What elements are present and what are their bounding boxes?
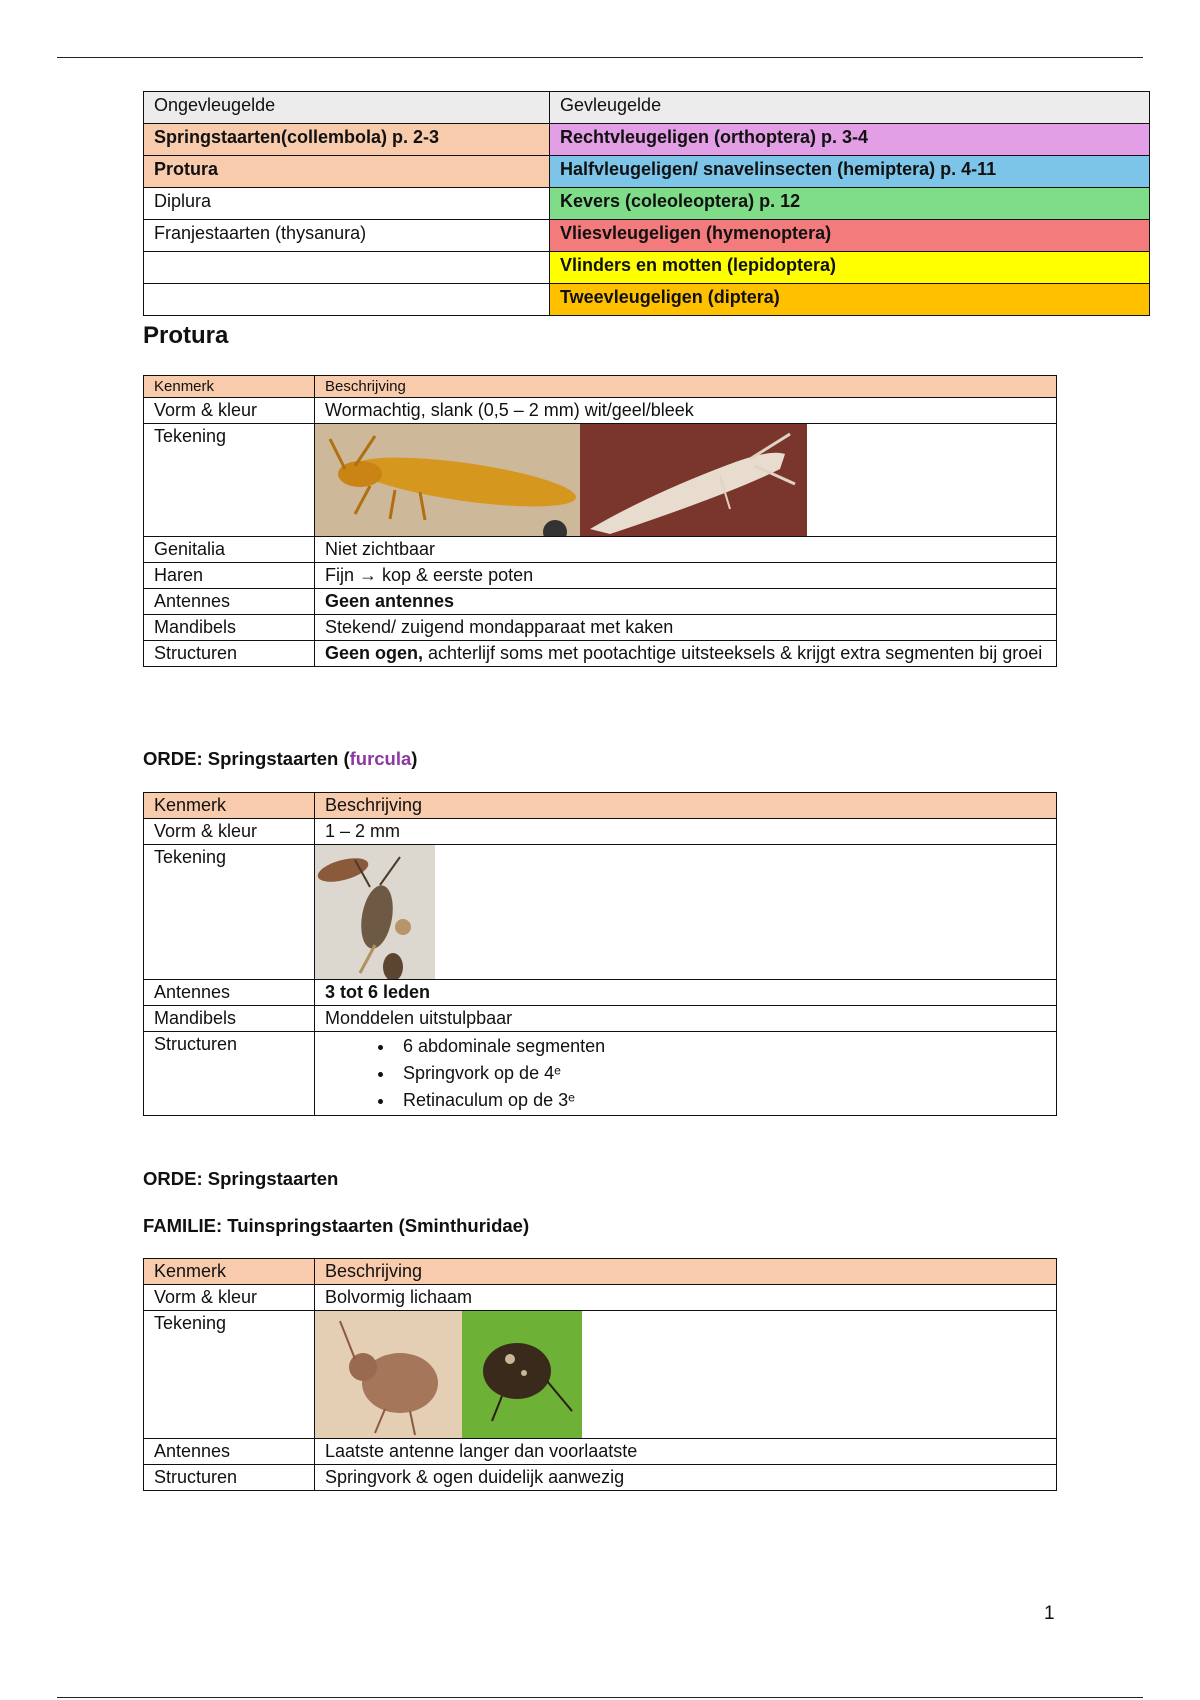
table-row xyxy=(144,615,1057,641)
overview-row xyxy=(144,188,1150,220)
overview-cell-empty xyxy=(144,252,550,284)
springstaarten-heading xyxy=(143,748,417,770)
orde-heading: ORDE: Springstaarten xyxy=(143,1168,339,1189)
heading-prefix: ORDE: Springstaarten ( xyxy=(143,748,350,769)
row-value: Laatste antenne langer dan voorlaatste xyxy=(315,1439,1057,1465)
header-beschrijving: Beschrijving xyxy=(315,376,1057,398)
row-value: Fijn → kop & eerste poten xyxy=(315,563,1057,589)
list-item: • 6 abdominale segmenten xyxy=(395,1033,1046,1060)
springstaarten-table xyxy=(143,792,1057,1116)
table-row xyxy=(144,1311,1057,1439)
header-beschrijving: Beschrijving xyxy=(315,1259,1057,1285)
structuren-list xyxy=(325,1033,1046,1114)
row-value xyxy=(315,1032,1057,1116)
familie-heading: FAMILIE: Tuinspringstaarten (Sminthuridae) xyxy=(143,1215,530,1236)
header-kenmerk: Kenmerk xyxy=(144,793,315,819)
row-value: Geen antennes xyxy=(315,589,1057,615)
row-value: Stekend/ zuigend mondapparaat met kaken xyxy=(315,615,1057,641)
overview-header-wingless: Ongevleugelde xyxy=(144,92,550,124)
overview-cell-coleoptera: Kevers (coleoleoptera) p. 12 xyxy=(550,188,1150,220)
overview-row xyxy=(144,124,1150,156)
row-label: Structuren xyxy=(144,1465,315,1491)
overview-row xyxy=(144,284,1150,316)
overview-row xyxy=(144,220,1150,252)
tekening-images xyxy=(315,424,1057,537)
heading-suffix: ) xyxy=(411,748,418,769)
row-value xyxy=(315,641,1057,667)
row-label: Haren xyxy=(144,563,315,589)
tekening-images xyxy=(315,1311,1057,1439)
table-row xyxy=(144,537,1057,563)
overview-cell-diptera: Tweevleugeligen (diptera) xyxy=(550,284,1150,316)
row-value: Springvork & ogen duidelijk aanwezig xyxy=(315,1465,1057,1491)
overview-cell-lepidoptera: Vlinders en motten (lepidoptera) xyxy=(550,252,1150,284)
overview-cell-thysanura: Franjestaarten (thysanura) xyxy=(144,220,550,252)
row-label: Vorm & kleur xyxy=(144,398,315,424)
overview-cell-diplura: Diplura xyxy=(144,188,550,220)
row-label: Antennes xyxy=(144,589,315,615)
table-row xyxy=(144,819,1057,845)
protura-photo-white xyxy=(580,424,807,536)
header-kenmerk: Kenmerk xyxy=(144,1259,315,1285)
table-header-row xyxy=(144,376,1057,398)
row-label: Antennes xyxy=(144,980,315,1006)
overview-cell-protura: Protura xyxy=(144,156,550,188)
table-row xyxy=(144,563,1057,589)
row-label: Tekening xyxy=(144,424,315,537)
page-number: 1 xyxy=(1044,1603,1055,1624)
overview-header-winged: Gevleugelde xyxy=(550,92,1150,124)
springstaart-photo xyxy=(315,845,435,979)
table-row xyxy=(144,424,1057,537)
row-label: Mandibels xyxy=(144,1006,315,1032)
table-row xyxy=(144,1032,1057,1116)
table-row xyxy=(144,641,1057,667)
row-value: Wormachtig, slank (0,5 – 2 mm) wit/geel/bleek xyxy=(315,398,1057,424)
sminthuridae-table xyxy=(143,1258,1057,1491)
row-label: Tekening xyxy=(144,1311,315,1439)
row-value: Bolvormig lichaam xyxy=(315,1285,1057,1311)
table-row xyxy=(144,589,1057,615)
overview-cell-hemiptera: Halfvleugeligen/ snavelinsecten (hemiptera) p. 4-11 xyxy=(550,156,1150,188)
table-row xyxy=(144,845,1057,980)
bottom-rule xyxy=(57,1697,1143,1698)
row-label: Vorm & kleur xyxy=(144,1285,315,1311)
sminthuridae-photo-green xyxy=(462,1311,582,1438)
overview-row xyxy=(144,156,1150,188)
sminthuridae-photo-brown xyxy=(315,1311,462,1438)
row-label: Tekening xyxy=(144,845,315,980)
row-value: 3 tot 6 leden xyxy=(315,980,1057,1006)
row-label: Structuren xyxy=(144,641,315,667)
table-header-row xyxy=(144,1259,1057,1285)
list-item: • Springvork op de 4ᵉ xyxy=(395,1060,1046,1087)
row-value: Niet zichtbaar xyxy=(315,537,1057,563)
overview-cell-empty xyxy=(144,284,550,316)
row-label: Genitalia xyxy=(144,537,315,563)
table-row xyxy=(144,1285,1057,1311)
row-label: Antennes xyxy=(144,1439,315,1465)
overview-cell-springstaarten: Springstaarten(collembola) p. 2-3 xyxy=(144,124,550,156)
header-beschrijving: Beschrijving xyxy=(315,793,1057,819)
table-row xyxy=(144,398,1057,424)
row-label: Structuren xyxy=(144,1032,315,1116)
table-row xyxy=(144,980,1057,1006)
structuren-bold: Geen ogen, xyxy=(325,643,424,663)
overview-cell-hymenoptera: Vliesvleugeligen (hymenoptera) xyxy=(550,220,1150,252)
table-row xyxy=(144,1439,1057,1465)
overview-header-row xyxy=(144,92,1150,124)
top-rule xyxy=(57,57,1143,58)
row-label: Vorm & kleur xyxy=(144,819,315,845)
table-row xyxy=(144,1006,1057,1032)
table-row xyxy=(144,1465,1057,1491)
protura-table xyxy=(143,375,1057,667)
list-item: • Retinaculum op de 3ᵉ xyxy=(395,1087,1046,1114)
tekening-images xyxy=(315,845,1057,980)
heading-furcula: furcula xyxy=(349,748,412,769)
structuren-text: achterlijf soms met pootachtige uitsteeksels & krijgt extra segmenten bij groei xyxy=(423,643,1043,663)
row-value: Monddelen uitstulpbaar xyxy=(315,1006,1057,1032)
row-value: 1 – 2 mm xyxy=(315,819,1057,845)
protura-heading: Protura xyxy=(143,322,229,349)
protura-photo-yellow xyxy=(315,424,580,536)
overview-table xyxy=(143,91,1150,316)
header-kenmerk: Kenmerk xyxy=(144,376,315,398)
overview-cell-orthoptera: Rechtvleugeligen (orthoptera) p. 3-4 xyxy=(550,124,1150,156)
table-header-row xyxy=(144,793,1057,819)
overview-row xyxy=(144,252,1150,284)
row-label: Mandibels xyxy=(144,615,315,641)
